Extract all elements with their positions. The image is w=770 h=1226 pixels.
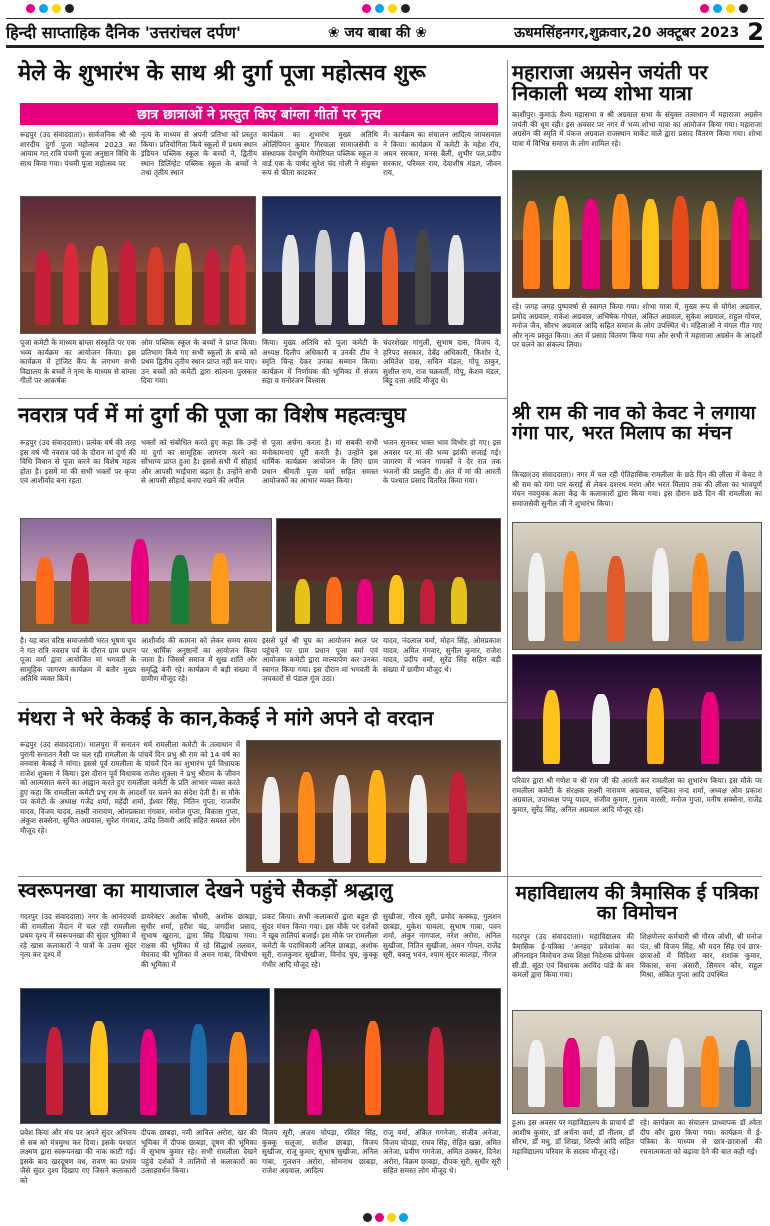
story3-photo-jagran [20,518,272,632]
story6-photo-surpanakha [274,988,501,1124]
story7-headline: महाविद्यालय की त्रैमासिक ई पत्रिका का विमोचन [515,882,759,924]
story3-headline: नवरात्र पर्व में मां दुर्गा की पूजा का विशेष महत्वःचुघ [18,402,406,427]
divider [18,398,507,399]
masthead [6,18,764,48]
story1-subhead: छात्र छात्राओं ने प्रस्तुत किए बांग्ला गीतों पर नृत्य [20,103,498,125]
divider [18,876,762,877]
story4-photo-felicitation [512,522,762,650]
story5-headline: मंथरा ने भरे केकई के कान,केकई ने मांगे अपने दो वरदान [18,706,434,730]
story1-col8: चंदरशेखर गांगुली, सुभाष दास, विजय दे, हरिपद सरकार, देबेंद्र अधिकारी, किशोर दे, अमितेश दास, सचिन मंडल, गोपू ठाकुर, सुशील राय, राज चक्रवर्ती, गोपू, केशव मंडल, बिट्टू दत्ता आदि मौजूद थे। [383,338,501,385]
story7-col3: हुआ। इस अवसर पर महाविद्यालय के प्राचार्य डॉ आशीष कुमार, डॉ अर्चना वर्मा, डॉ नीलम, डॉ सौरभ, डॉ मधु, डॉ शिखा, शिल्पी आदि सहित महाविद्यालय परिवार के सदस्य मौजूद रहे। [512,1118,634,1156]
masthead-right [514,18,764,46]
story4-headline: श्री राम की नाव को केवट ने लगाया गंगा पार, भरत मिलाप का मंचन [512,402,756,444]
story1-col6: ओम पब्लिक स्कूल के बच्चों ने प्राप्त किया। प्रतिभाग किये गए सभी स्कूलों के बच्चे को प्रथम द्वितीय तृतीय स्थान प्राप्त नहीं कर पाए। उन बच्चों को कमेटी द्वारा सांत्वना पुरस्कार दिया गया। [141,338,257,385]
story1-col3: कार्यक्रम का शुभारंभ मुख्य अतिथि ओलिंपियन कुमार गिरवाला सामाजसेवी व संस्थापक देवभूमि मेमोरियल पब्लिक स्कूल व वार्ड एक के पार्षद सुरेश चंद गोली ने संयुक्त रूप से फीता काटकर [262,130,378,177]
story4-photo-ramlila-stage [512,654,762,772]
story6-col7: विजय सूरी, अजय चोपड़ा, रविंदर सिंह, कुक्कू सलूजा, सतीश छाबड़ा, विजय सुखीजा, राजू कुमार, सुभाष सुखीजा, अनिल गाबा, गुलशन अरोरा, सोमनाथ छाबड़ा, राजेश अग्रवाल, आदित्य [262,1128,378,1175]
story7-col1: गदरपुर (उद संवाददाता)। महाविद्यालय की त्रैमासिक ई-पत्रिका 'अनहद' प्रवेशांक का ऑनलाइन विमोचन उच्च शिक्षा निदेशक प्रोफेसर सी.डी. सूंठा एवं विधायक अरविंद पांडे के कर कमलों द्वारा किया गया। [512,932,634,979]
divider [18,702,507,703]
story3-col4: भजन सुनकर भक्त भाव विभोर हो गए। इस अवसर पर मां की भव्य झांकी सजाई गई। जागरण में भजन गायकों ने देर रात तक भजनों की प्रस्तुति दी। अंत में मां की आरती के पश्चात प्रसाद वितरित किया गया। [383,438,501,485]
story5-body: रूद्रपुर (उद संवाददाता)। मालपुरा में सनातन धर्म रामलीला कमेटी के तत्वाधान में पुरानी सनातन नैसी पर चल रही रामलीला के पांचवें दिन प्रभु श्री राम को 14 वर्ष का वनवास केकई ने मांगा। इससे पूर्व रामलीला के पांचवें दिन का शुभारंभ पूर्व विधायक राजेश शुक्ला ने किया। इस दौरान पूर्व विधायक राजेश शुक्ला ने प्रभु श्रीराम के जीवन को आत्मसात करने का आह्वान करते हुए रामलीला कमेटी के प्रति आभार व्यक्त करते हुए कहा कि रामलीला कमेटी प्रभु राम के आदर्शों पर चलने का संदेश देती है। स मौके पर कमेटी के अध्यक्ष गजेंद्र शर्मा, महेंद्री शर्मा, ईश्वर सिंह, नितिन गुप्ता, राजवीर यादव, विजय यादव, लक्ष्मी नारायण, ओमप्रकाश गंगवार, मनोज गुप्ता, विकास गुप्ता, अंकुश सक्सेना, सुमित अग्रवाल, सुरेश गंगवार, उपेंद्र तिवारी आदि सहित समस्त लोग मौजूद रहे। [20,740,240,835]
story3-photo-devotees [276,518,501,632]
story1-col5: पूजा कमेटी के माध्यम बांग्ला संस्कृति पर एक भव्य कार्यक्रम का आयोजन किया। इस कार्यक्रम में ट्रांजिट कैंप के लगभग सभी विद्यालय के बच्चों ने नृत्य के माध्यम से बांग्ला गीतों पर आकर्षक [20,338,136,385]
footer-registration [0,1213,770,1222]
story7-photo-release [512,1010,762,1114]
story2-body2: रहे। जगह जगह पुष्पवर्षा से स्वागत किया गया। शोभा यात्रा में, मुख्य रूप से योगेश अग्रवाल, प्रमोद अग्रवाल, राकेश अग्रवाल, अभिषेक गोयल, अंकित अग्रवाल, सुकेश अग्रवाल, राहुल गोयल, मनोज जैन, सौरभ अग्रवाल आदि सहित समाज के लोग उपस्थित थे। महिलाओं ने मंगल गीत गाए और नृत्य प्रस्तुत किया। अंत में प्रसाद वितरण किया गया और सभी ने महाराजा अग्रसेन के आदर्शों पर चलने का संकल्प लिया। [512,302,762,349]
story6-photo-stage-scene [20,988,270,1124]
page-number: 2 [747,18,764,46]
color-registration-dots-right [700,4,748,13]
story7-col2: शिक्षणेत्तर कर्मचारी श्री गौरव जोशी, श्री मनोज पंत, श्री विजय सिंह, श्री मदन सिंह एवं छात्र-छात्राओं में विदिशा कार, शशांक कुमार, विकास, सना अंसारी, सिमरन कौर, राहुल मिश्रा, अंकित गुप्ता आदि उपस्थित [640,932,762,979]
story3-col5: है। यह बात वरिष्ठ समाजसेवी भरत भूषण चुघ ने गत रात्रि नवरात्र पर्व के दौरान ग्राम प्रधान पूजा वर्मा द्वारा आयोजित मां भगवती के सामूहिक जागरण कार्यक्रम में बतौर मुख्य अतिथि व्यक्त किये। [20,636,136,683]
story6-col8: राजू वर्मा, अंकित गगनेजा, संजीव अनेजा, विजय चोपड़ा, राघव सिंह, रोहित खन्ना, अमित अनेजा, प्रवीण गगनेजा, अमित ठक्कर, दिनेश अरोरा, विक्रम छाबड़ा, दीपक सूरी, सुधीर सूरी सहित समस्त लोग मौजूद थे। [383,1128,501,1175]
story6-headline: स्वरूपनखा का मायाजाल देखने पहुंचे सैकड़ों श्रद्धालु [18,878,393,902]
story3-col1: रूद्रपुर (उद संवाददाता)। प्रत्येक वर्ष की तरह इस वर्ष भी नवरात्र पर्व के दौरान मां दुर्गा की विधि विधान से पूजा करने का विशेष महत्व होता है। इसमें मां की सभी भक्तों पर कृपा एवं आशीर्वाद बना रहता [20,438,136,485]
story4-body: किच्छा(उद संवाददाता)। नगर में चल रही ऐतिहासिक रामलीला के छठे दिन की लीला में केवट ने श्री राम को गंगा पार कराई से लेकर दशरथ मरण और भरत मिलाप तक की लीला का भावपूर्ण मंचन नवयुवक कला केंद्र के कलाकारों द्वारा किया गया। इस दौरान छठे दिन की रामलीला का समाजसेवी सुनील जी ने शुभारंभ किया। [512,470,762,508]
story6-col4: सुखीजा, गौरव सूरी, प्रमोद कक्कड़, गुलशन छाबड़ा, मुकेश चावला, सुभाष गाबा, पवन शर्मा, अंकुर नागपाल, नरेश अरोरा, अनिल सुखीजा, नितिन सुखीजा, अमन गोयल, राजेंद्र सूरी, बबलू भवन, श्याम सुंदर कालड़ा, नीरज [383,912,501,959]
story1-col7: किया। मुख्य अतिथि को पूजा कमेटी के अध्यक्ष दिलीप अधिकारी व उनकी टीम ने स्मृति चिन्ह देकर उनका सम्मान किया। कार्यक्रम में निर्णायक की भूमिका में संजय सहा व मनोरंजन विश्वास [262,338,378,385]
story1-photo-award [262,196,501,334]
story3-col8: यादव, नंदलाल वर्मा, मोहन सिंह, ओमप्रकाश यादव, अमित गंगवार, सुनील कुमार, राजेश यादव, प्रदीप वर्मा, सुरेंद्र सिंह सहित बड़ी संख्या में ग्रामीण मौजूद थे। [383,636,501,674]
story6-col3: प्रकट किया। सभी कलाकारों द्वारा बहुत ही सुंदर मंचन किया गया। इस मौके पर दर्शकों ने खूब तालियां बजाईं। इस मौके पर रामलीला कमेटी के पदाधिकारी अनिल छाबड़ा, अशोक सूरी, राजकुमार सुखीजा, विनोद चुघ, कुक्कू गंभीर आदि मौजूद रहे। [262,912,378,969]
story1-photo-dancers [20,196,256,334]
story6-col1: गदरपुर (उद संवाददाता) नगर के आनंदपर्वा की रामलीला मैदान में चल रही रामलीला प्रथम दृश्य में स्वरूपनखा की सुंदर भूमिका में रहे खास कलाकारों ने पात्रों के उत्तम सुंदर नृत्य कर दृश्य में [20,912,136,959]
story6-col5: प्रवेश किया और मंच पर अपने सुंदर अभिनय से सब को मंत्रमुग्ध कर दिया। इसके पश्चात लक्ष्मण द्वारा स्वरूपनखा की नाक काटी गई। इसके बाद खरदूषण वध, रावण का प्रभाव जैसे सुंदर दृश्य दिखाए गए जिसने कलाकारों को [20,1128,136,1185]
column-divider [507,60,508,1170]
story3-col2: भक्तों को संबोधित करते हुए कहा कि उन्हें मां दुर्गा का सामूहिक जागरण करने का सौभाग्य प्राप्त हुआ है। इससे सभी में सौहार्द और आपसी भाईचारा बढ़ता है। उन्होंने सभी से आपसी सौहार्द बनाए रखने की अपील [141,438,257,485]
color-registration-dots-left [26,4,74,13]
color-registration-dots-center [362,4,410,13]
story2-headline: महाराजा अग्रसेन जयंती पर निकाली भव्य शोभा यात्रा [512,60,708,105]
story3-col7: इससे पूर्व श्री चुघ का आयोजन स्थल पर पहुंचने पर ग्राम प्रधान पूजा वर्मा एवं आयोजक कमेटी द्वारा माल्यार्पण कर उनका स्वागत किया गया। इस दौरान मां भगवती के जयकारों से पंडाल गूंज उठा। [262,636,378,683]
story2-body: काशीपुर। कुमाऊं वैश्य महासभा व श्री अग्रवाल सभा के संयुक्त तत्वाधान में महाराजा अग्रसेन जयंती की धूम रही। इस अवसर पर नगर में भव्य शोभा यात्रा का आयोजन किया गया। महाराजा अग्रसेन की स्मृति में पंकज अग्रवाल राजस्थान मार्केट वाले द्वारा प्रसाद वितरण किया गया। शोभा यात्रा में विभिन्न समाज के लोग शामिल रहे। [512,110,762,148]
story3-col3: से पूजा अर्चना करता है। मां सबकी सभी मनोकामनाएं पूरी करती है। उन्होंने इस धार्मिक कार्यक्रम आयोजन के लिए ग्राम प्रधान श्रीमती पूजा वर्मा सहित समस्त आयोजकों का आभार व्यक्त किया। [262,438,378,485]
story6-col6: दीपक छाबड़ा, नमी आविल अरोरा, खर की भूमिका में दीपक छाबड़ा, दूषण की भूमिका में सुभाष कुमार रहे। सभी रामलीला देखने पहुंचे दर्शकों ने तालियों से कलाकारों का उत्साहवर्धन किया। [141,1128,257,1175]
story7-col4: रहे। कार्यक्रम का संचालन प्राध्यापक डॉ श्वेता दीप कौर द्वारा किया गया। कार्यक्रम में ई-पत्रिका के माध्यम से छात्र-छात्राओं की रचनात्मकता को बढ़ावा देने की बात कही गई। [640,1118,762,1156]
date-line: ऊधमसिंहनगर,शुक्रवार,20 अक्टूबर 2023 [514,24,740,41]
story1-headline: मेले के शुभारंभ के साथ श्री दुर्गा पूजा महोत्सव शुरू [18,60,426,86]
paper-name: हिन्दी साप्ताहिक दैनिक 'उत्तरांचल दर्पण' [6,23,241,42]
story2-photo-procession [512,170,762,298]
masthead-center: ❀ जय बाबा की ❀ [327,24,428,41]
story3-col6: आशीर्वाद की कामना को लेकर समय समय पर धार्मिक अनुष्ठानों का आयोजन किया जाता है। जिससे समाज में सुख शांति और समृद्धि बनी रहे। कार्यक्रम में बड़ी संख्या में ग्रामीण मौजूद रहे। [141,636,257,683]
story1-col4: में। कार्यक्रम का संचालन आदित्य जायसवाल ने किया। कार्यक्रम में कमेटी के महेश रॉय, अमन सरकार, मनस बैली, शुभीर पल,प्रदीप सरकार, परिमल राय, देवाशीष मंडल, जीवन राय, [383,130,501,177]
story1-col2: नृत्य के माध्यम से अपनी प्रतिभा को प्रस्तुत किया। प्रतियोगिता किये स्कूलों में प्रथम स्थान इंडियन पब्लिक स्कूल के बच्चों ने, द्वितीय स्थान डिलिंग्हेट पब्लिक स्कूल के बच्चों ने तथा तृतीय स्थान [141,130,257,177]
story4-caption: परिवार द्वारा श्री गणेश व श्री राम जी की आरती कर रामलीला का शुभारंभ किया। इस मौके पर रामलीला कमेटी के संरक्षक लक्ष्मी नारायण अग्रवाल, चन्द्रिका नन्द शर्मा, अध्यक्ष ओम प्रकाश अग्रवाल, उपाध्यक्ष पप्पू यादव, संजीव कुमार, गुलाम वारसी, मनोज गुप्ता, मनीष सक्सेना, राजेंद्र कुमार, सुरेंद्र सिंह, अनिल अग्रवाल आदि मौजूद रहे। [512,776,762,814]
story1-col1: रूद्रपुर (उद संवाददाता)। सार्वजनिक श्री श्री शारदीय दुर्गा पूजा महोत्सव 2023 का आयाम गत रात्रि पंचमी पूजा अनुष्ठान विधि के साथ किया गया। पंचमी पूजा महोत्सव पर [20,130,136,168]
story5-photo-inauguration [246,740,501,872]
story6-col2: डायरेक्टर अशोक चौधरी, अशोक छाबड़ा, सुधीर शर्मा, हरीश चंद्र, जगदीश प्रसाद, सुभाष खुराना, द्वारा सिंह दिखाया गया। राक्षस की भूमिका में रहे सिद्धार्थ तलवार, मेघनाद की भूमिका में अमन गाबा, विभीषण की भूमिका में [141,912,257,969]
masthead-center-text: जय बाबा की [344,24,411,41]
